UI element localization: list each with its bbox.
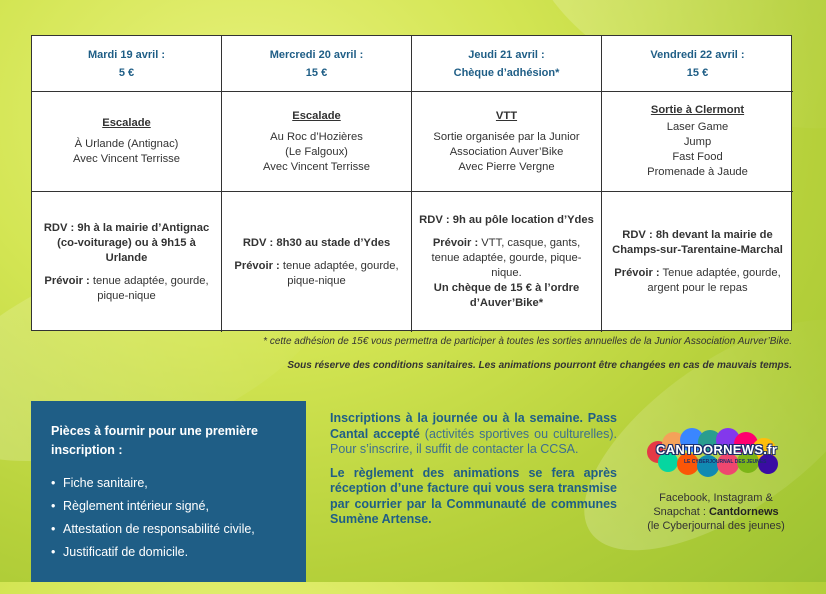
inscriptions-paragraph [330,411,617,458]
social-line: (le Cyberjournal des jeunes) [647,520,785,532]
prevoir-text [38,274,215,304]
activity-line: Association Auver’Bike [449,145,564,158]
day-label: Jeudi 21 avril : [468,48,545,61]
day-label: Vendredi 22 avril : [650,48,745,61]
activity-line: À Urlande (Antignac) [74,138,179,150]
rdv-text: RDV : 9h au pôle location d’Ydes [419,214,594,226]
day-header-wednesday [222,36,412,92]
day-header-tuesday [32,36,222,92]
activity-line: Promenade à Jaude [647,166,748,178]
social-line: Facebook, Instagram & [659,492,773,504]
day-price: 15 € [686,66,709,79]
day-label: Mercredi 20 avril : [269,48,364,61]
activity-title: Escalade [292,109,341,122]
list-item: • Justificatif de domicile. [51,541,286,564]
social-prefix: Snapchat : [653,506,709,518]
prevoir-label: Prévoir : [234,259,280,272]
activity-title: VTT [495,109,518,122]
rdv-text: RDV : 8h30 au stade d’Ydes [242,236,391,249]
documents-list [51,472,286,564]
list-item: • Attestation de responsabilité civile, [51,518,286,541]
inscriptions-info [330,411,617,536]
pass-cantal: Pass Cantal accepté [330,411,617,441]
activity-line: Au Roc d’Hozières [270,130,363,143]
prevoir-label: Prévoir : [614,267,660,279]
prevoir-items: tenue adaptée, gourde, pique-nique [279,259,399,287]
activity-cell-tuesday [32,92,222,192]
day-price: Chèque d’adhésion* [453,66,560,79]
day-header-friday [602,36,793,92]
weather-disclaimer: Sous réserve des conditions sanitaires. Les animations pourront être changées en cas de mauvais temps. [287,360,792,371]
activity-line: Fast Food [672,151,723,163]
social-info [630,491,802,533]
day-header-thursday [412,36,602,92]
cheque-note: Un chèque de 15 € à l’ordre d’Auver’Bike* [433,282,580,309]
activity-line: Sortie organisée par la Junior [433,130,580,143]
documents-title: Pièces à fournir pour une première inscription : [51,424,259,457]
prevoir-items: tenue adaptée, gourde, pique-nique [89,274,209,302]
activity-title: Sortie à Clermont [650,104,745,116]
activities-table [31,35,792,331]
social-line [630,505,802,519]
prevoir-label: Prévoir : [44,274,90,287]
prevoir-items: VTT, casque, gants, tenue adaptée, gourde, pique-nique. [431,237,582,279]
list-item: • Règlement intérieur signé, [51,495,286,518]
list-item: • Fiche sanitaire, [51,472,286,495]
activity-cell-wednesday [222,92,412,192]
prevoir-text [228,259,405,289]
prevoir-items: Tenue adaptée, gourde, argent pour le repas [647,267,781,294]
prevoir-text [418,236,595,281]
payment-paragraph: Le règlement des animations se fera après réception d’une facture qui vous sera transmise par courrier par la Communauté de communes Sumène Artense. [330,465,617,526]
day-label: Mardi 19 avril : [87,48,166,61]
logo-tagline: LE CYBERJOURNAL DES JEUNES [684,459,767,465]
activity-cell-friday [602,92,793,192]
activity-line: Laser Game [666,121,729,133]
adhesion-footnote: * cette adhésion de 15€ vous permettra de participer à toutes les sorties annuelles de la Junior Association Aurver’Bike. [263,336,792,347]
activity-cell-thursday [412,92,602,192]
rdv-cell-tuesday [32,192,222,332]
rdv-cell-wednesday [222,192,412,332]
inscriptions-line: Inscriptions à la journée ou à la semaine. [330,411,583,425]
logo-name: CANTDORNEWS.fr [656,442,778,457]
day-price: 15 € [305,66,328,79]
social-handle: Cantdornews [708,506,779,518]
documents-box [31,401,306,582]
rdv-cell-friday [602,192,793,332]
rdv-text: RDV : 8h devant la mairie de Champs-sur-Tarentaine-Marchal [612,229,783,256]
activity-line: Avec Pierre Vergne [458,160,555,173]
activity-line: Avec Vincent Terrisse [73,153,180,165]
cantdornews-logo [644,422,784,482]
activity-line: Jump [683,136,712,148]
rdv-text: RDV : 9h à la mairie d’Antignac (co-voiturage) ou à 9h15 à Urlande [43,221,210,264]
activity-line: (Le Falgoux) [285,145,348,158]
day-price: 5 € [118,66,135,79]
activity-line: Avec Vincent Terrisse [263,160,370,173]
rdv-cell-thursday [412,192,602,332]
prevoir-label: Prévoir : [432,237,479,249]
activity-title: Escalade [102,117,151,129]
pass-cantal-note: (activités sportives ou culturelles). Pour s’inscrire, il suffit de contacter la CCSA. [330,426,617,456]
prevoir-text [608,266,787,296]
